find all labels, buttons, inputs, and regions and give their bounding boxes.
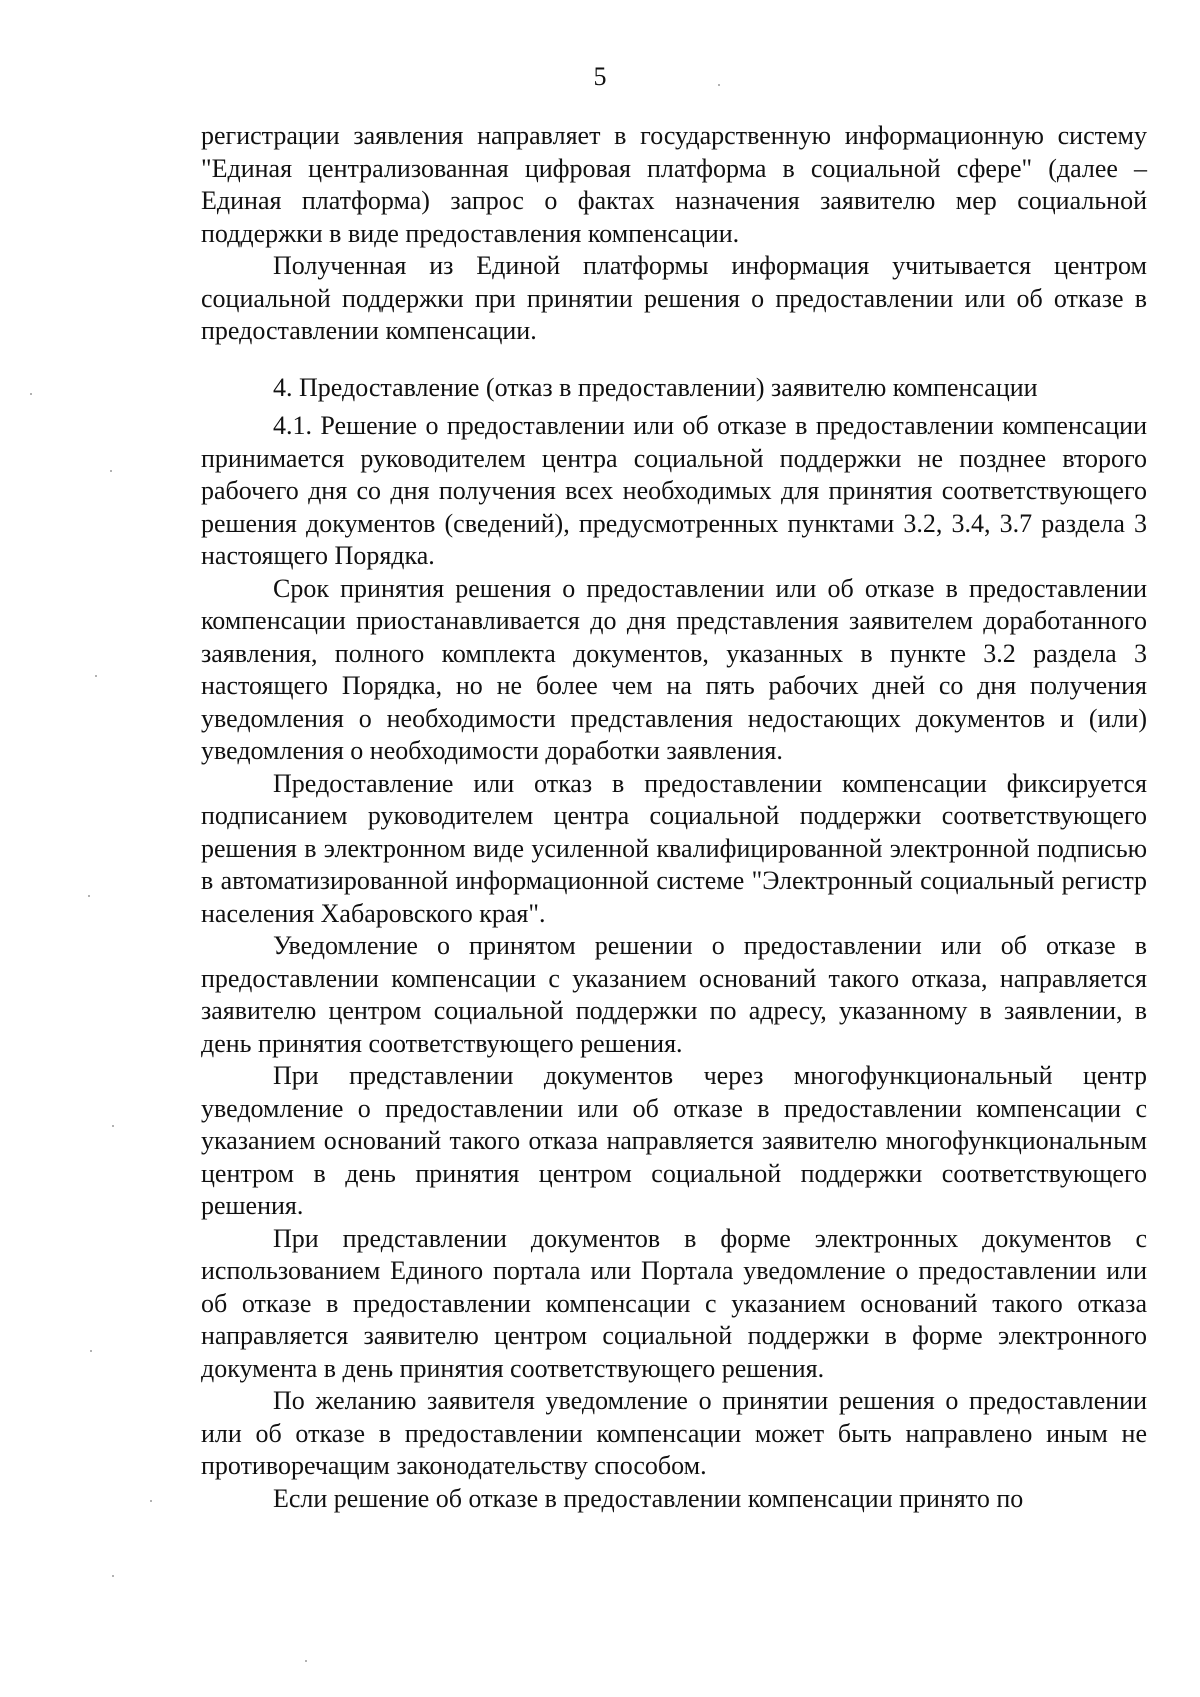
paragraph-intro-continuation: регистрации заявления направляет в государственную информационную систему "Единая централизованная цифровая платформа в социальной сфере" (далее – Единая платформа) запрос о фактах назначения заявителю мер социальной поддержки в виде предоставления компенсации. — [201, 121, 1147, 248]
paragraph-notification-other: По желанию заявителя уведомление о принятии решения о предоставлении или об отказе в предоставлении компенсации может быть направлено иным не противоречащим законодательству способом. — [201, 1386, 1147, 1480]
paragraph-decision-signing: Предоставление или отказ в предоставлении компенсации фиксируется подписанием руководителем центра социальной поддержки соответствующего решения в электронном виде усиленной квалифицированной электронной подписью в автоматизированной информационной системе "Электронный социальный регистр населения Хабаровского края". — [201, 768, 1147, 928]
paragraph-4-1-decision: 4.1. Решение о предоставлении или об отказе в предоставлении компенсации принимается руководителем центра социальной поддержки не позднее второго рабочего дня со дня получения всех необходимых для принятия соответствующего решения документов (сведений), предусмотренных пунктами 3.2, 3.4, 3.7 раздела 3 настоящего Порядка. — [201, 411, 1147, 570]
section-heading: 4. Предоставление (отказ в предоставлении) заявителю компенсации — [273, 372, 1038, 402]
paragraph-decision-deadline: Срок принятия решения о предоставлении или об отказе в предоставлении компенсации приостанавливается до дня представления заявителем доработанного заявления, полного комплекта документов, указанных в пункте 3.2 раздела 3 настоящего Порядка, но не более чем на пять рабочих дней со дня получения уведомления о необходимости представления недостающих документов и (или) уведомления о необходимости доработки заявления. — [201, 573, 1147, 765]
scan-speck — [30, 393, 32, 395]
page-number: 5 — [593, 62, 607, 91]
scan-speck — [718, 84, 720, 86]
scan-speck — [88, 895, 90, 897]
scan-speck — [112, 1575, 114, 1577]
scan-speck — [150, 1500, 152, 1502]
scan-speck — [95, 675, 97, 677]
paragraph-notification-portal: При представлении документов в форме электронных документов с использованием Единого портала или Портала уведомление о предоставлении или об отказе в предоставлении компенсации с указанием оснований такого отказа направляется заявителю центром социальной поддержки в форме электронного документа в день принятия соответствующего решения. — [201, 1223, 1147, 1383]
paragraph-notification-mfc: При представлении документов через многофункциональный центр уведомление о предоставлении или об отказе в предоставлении компенсации с указанием оснований такого отказа направляется заявителю многофункциональным центром в день принятия центром социальной поддержки соответствующего решения. — [201, 1061, 1147, 1220]
paragraph-intro-unified-platform: Полученная из Единой платформы информация учитывается центром социальной поддержки при принятии решения о предоставлении или об отказе в предоставлении компенсации. — [201, 251, 1147, 345]
scan-speck — [112, 1125, 114, 1127]
scan-speck — [110, 470, 112, 472]
paragraph-notification-address: Уведомление о принятом решении о предоставлении или об отказе в предоставлении компенсации с указанием оснований такого отказа, направляется заявителю центром социальной поддержки по адресу, указанному в заявлении, в день принятия соответствующего решения. — [201, 931, 1147, 1058]
scan-speck — [305, 1660, 307, 1662]
document-body — [201, 120, 1147, 1515]
scan-speck — [90, 1350, 92, 1352]
paragraph-refusal-start: Если решение об отказе в предоставлении компенсации принято по — [273, 1483, 1024, 1513]
